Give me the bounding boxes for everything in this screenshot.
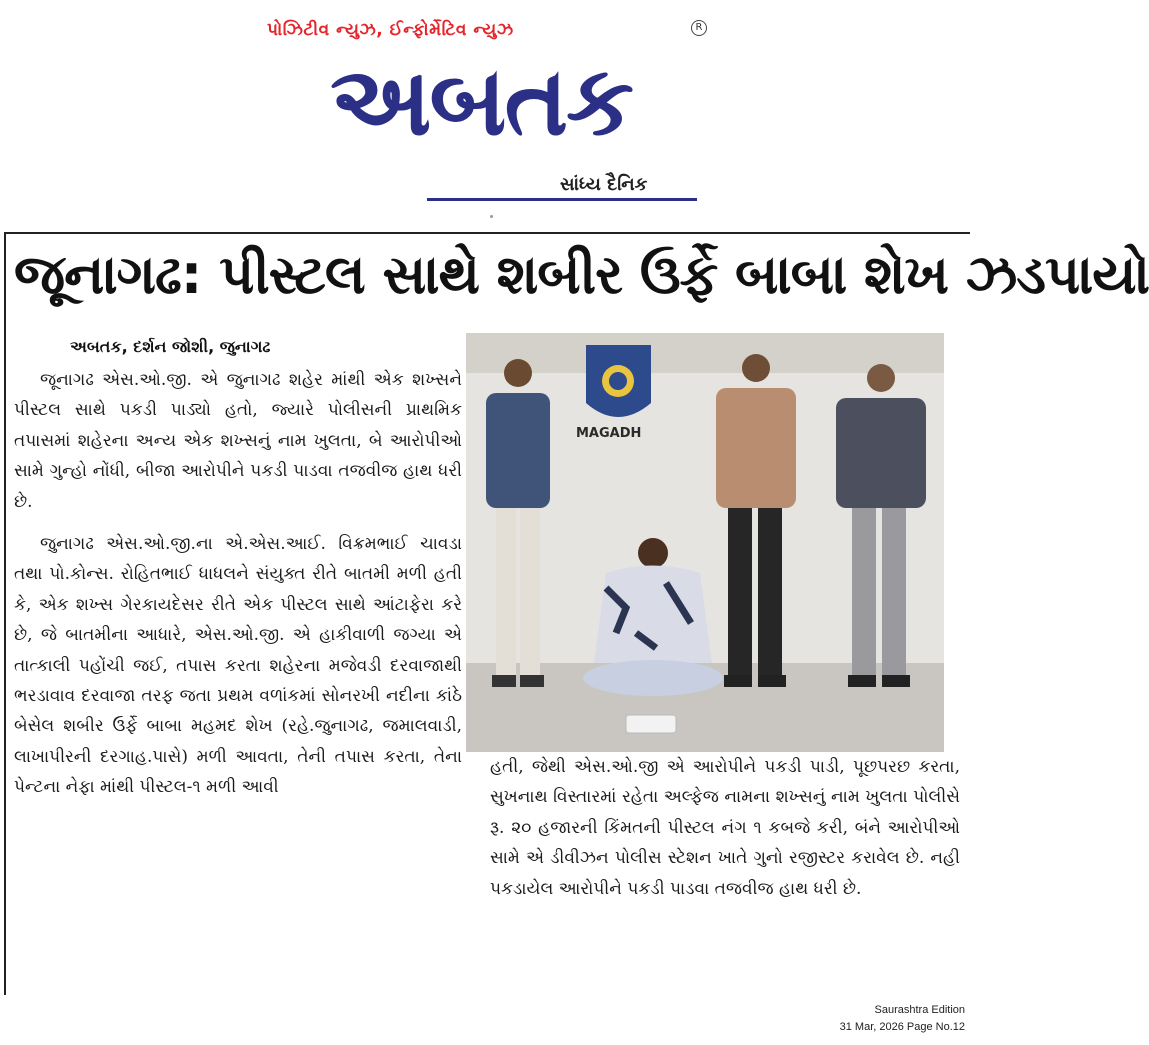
- registered-mark: R: [691, 20, 707, 36]
- edition-label: Saurashtra Edition: [874, 1004, 965, 1016]
- photo-illustration: [466, 333, 944, 752]
- article-top-rule: [4, 232, 970, 234]
- date-page-label: 31 Mar, 2026 Page No.12: [839, 1021, 965, 1033]
- masthead-tagline: પોઝિટીવ ન્યુઝ, ઈન્ફોર્મેટિવ ન્યુઝ: [267, 20, 514, 40]
- article-body-right: [490, 752, 960, 904]
- article-paragraph: જુનાગઢ એસ.ઓ.જી.ના એ.એસ.આઈ. વિક્રમભાઈ ચાવડા તથા પો.કોન્સ. રોહિતભાઈ ધાધલને સંયુક્ત રીતે બાતમી મળી હતી કે, એક શખ્સ ગેરકાયદેસર રીતે એક પીસ્ટલ સાથે આંટાફેરા કરે છે, જે બાતમીના આધારે, એસ.ઓ.જી. એ હાકીવાળી જગ્યા એ તાત્કાલી પહોંચી જઈ, તપાસ કરતા શહેરના મજેવડી દરવાજાથી ભરડાવાવ દરવાજા તરફ જતા પ્રથમ વળાંકમાં સોનરખી નદીના કાંઠે બેસેલ શબીર ઉર્ફે બાબા મહમદ શેખ (રહે.જુનાગઢ, જમાલવાડી, લાખાપીરની દરગાહ.પાસે) મળી આવતા, તેની તપાસ કરતા, તેના પેન્ટના નેફા માંથી પીસ્ટલ-૧ મળી આવી: [14, 534, 462, 798]
- article-paragraph: જૂનાગઢ એસ.ઓ.જી. એ જુનાગઢ શહેર માંથી એક શખ્સને પીસ્ટલ સાથે પકડી પાડ્યો હતો, જ્યારે પોલીસની પ્રાથમિક તપાસમાં શહેરના અન્ય એક શખ્સનું નામ ખુલતા, બે આરોપીઓ સામે ગુન્હો નોંધી, બીજા આરોપીને પકડી પાડવા તજવીજ હાથ ધરી છે.: [14, 370, 462, 512]
- edition-type: સાંધ્ય દૈનિક: [560, 174, 648, 195]
- news-photo: [466, 333, 944, 752]
- article-paragraph: હતી, જેથી એસ.ઓ.જી એ આરોપીને પકડી પાડી, પૂછપરછ કરતા, સુખનાથ વિસ્તારમાં રહેતા અલ્ફેજ નામના શખ્સનું નામ ખુલતા પોલીસે રૂ. ૨૦ હજારની કિંમતની પીસ્ટલ નંગ ૧ કબજે કરી, બંને આરોપીઓ સામે એ ડીવીઝન પોલીસ સ્ટેશન ખાતે ગુનો રજીસ્ટર કરાવેલ છે. નહી પકડાયેલ આરોપીને પકડી પાડવા તજવીજ હાથ ધરી છે.: [490, 757, 960, 899]
- article-left-rule: [4, 232, 6, 995]
- photo-wall-text: MAGADH: [576, 426, 642, 441]
- seized-pistol-box: [626, 715, 676, 733]
- article-byline: અબતક, દર્શન જોશી, જુનાગઢ: [70, 337, 271, 356]
- article-body-left: [14, 365, 462, 815]
- page-footer: [840, 1002, 965, 1036]
- article-headline: જૂનાગઢ: પીસ્ટલ સાથે શબીર ઉર્ફે બાબા શેખ ઝડપાયો: [14, 243, 1149, 306]
- edition-underline: [427, 198, 697, 201]
- masthead: [255, 14, 715, 214]
- police-emblem-icon: [586, 345, 651, 417]
- separator-dot: [490, 215, 493, 218]
- logo-text: અબતક: [330, 45, 632, 157]
- newspaper-logo: [261, 46, 701, 156]
